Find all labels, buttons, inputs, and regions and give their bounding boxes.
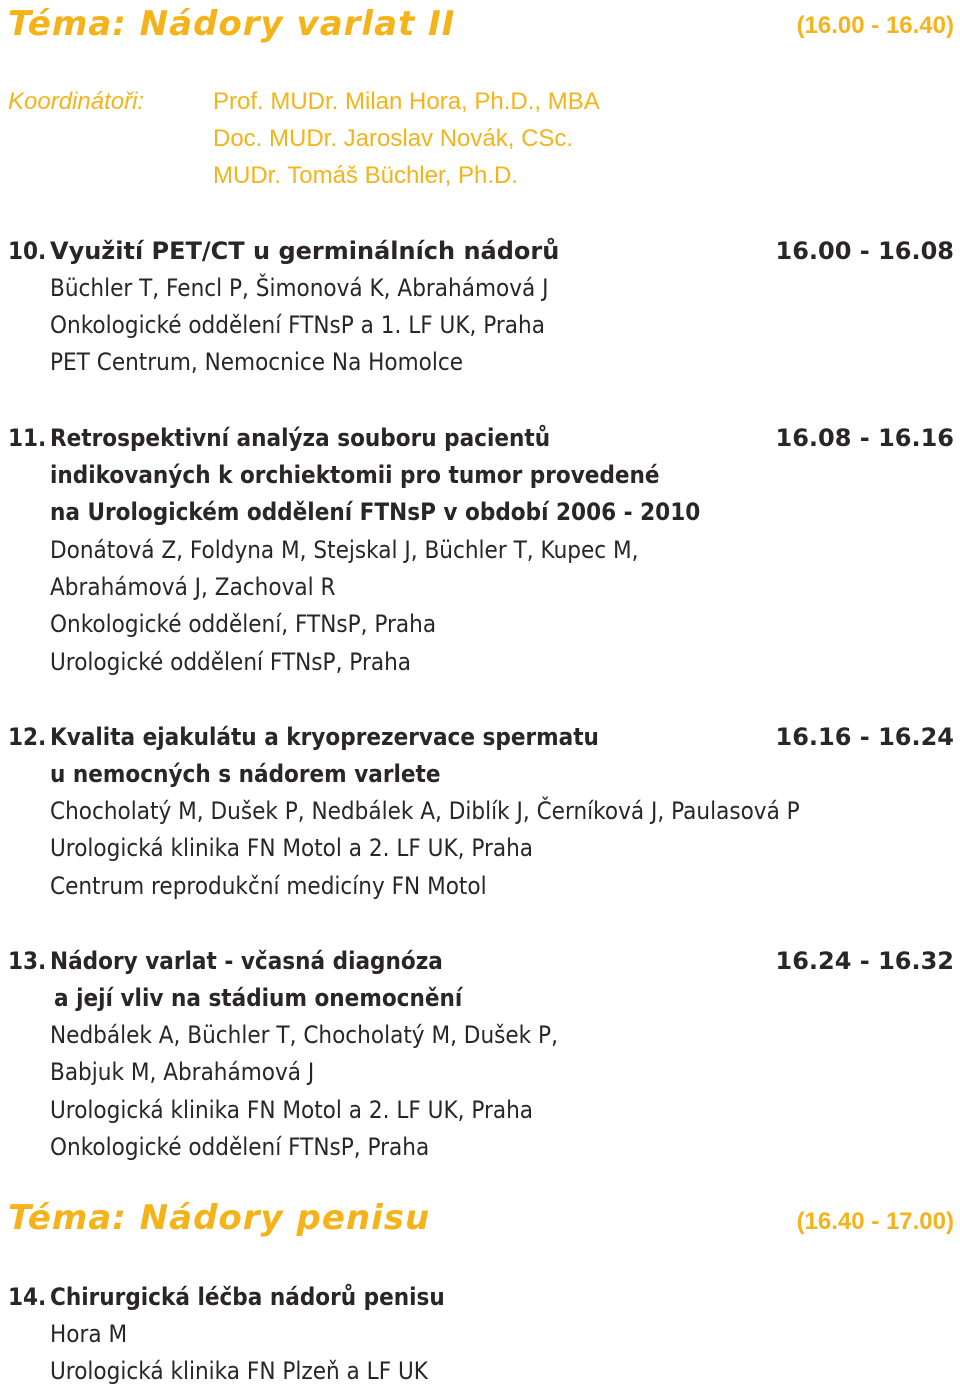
talk-title: Nádory varlat - včasná diagnóza	[50, 947, 443, 975]
talk-title: Chirurgická léčba nádorů penisu	[50, 1283, 445, 1311]
talk-number: 13.	[8, 947, 47, 975]
talk-time: 16.24 - 16.32	[775, 947, 954, 975]
talk-authors: Chocholatý M, Dušek P, Nedbálek A, Diblík J, Černíková J, Paulasová P	[50, 797, 800, 825]
talk-number: 12.	[8, 723, 47, 751]
talk-affiliation: Onkologické oddělení FTNsP a 1. LF UK, Praha	[50, 311, 545, 339]
section-time: (16.40 - 17.00)	[796, 1208, 954, 1235]
talk-title-line: a její vliv na stádium onemocnění	[54, 984, 463, 1012]
talk-authors: Abrahámová J, Zachoval R	[50, 573, 336, 601]
talk-affiliation: Urologická klinika FN Motol a 2. LF UK, Praha	[50, 1096, 534, 1124]
talk-authors: Donátová Z, Foldyna M, Stejskal J, Büchler T, Kupec M,	[50, 536, 639, 564]
talk-affiliation: Onkologické oddělení FTNsP, Praha	[50, 1133, 430, 1161]
talk-title: Kvalita ejakulátu a kryoprezervace spermatu	[50, 723, 599, 751]
coordinator-name: Prof. MUDr. Milan Hora, Ph.D., MBA	[213, 88, 600, 115]
talk-authors: Babjuk M, Abrahámová J	[50, 1058, 315, 1086]
talk-title-line: indikovaných k orchiektomii pro tumor provedené	[50, 461, 660, 489]
coordinators-label: Koordinátoři:	[8, 88, 145, 115]
talk-affiliation: Centrum reprodukční medicíny FN Motol	[50, 872, 487, 900]
section-title: Téma: Nádory penisu	[8, 1198, 431, 1238]
talk-time: 16.08 - 16.16	[775, 424, 954, 452]
section-title: Téma: Nádory varlat II	[8, 4, 456, 44]
talk-authors: Nedbálek A, Büchler T, Chocholatý M, Dušek P,	[50, 1021, 558, 1049]
talk-title: Retrospektivní analýza souboru pacientů	[50, 424, 551, 452]
talk-number: 10.	[8, 237, 47, 265]
talk-affiliation: Onkologické oddělení, FTNsP, Praha	[50, 610, 437, 638]
talk-number: 14.	[8, 1283, 47, 1311]
talk-authors: Büchler T, Fencl P, Šimonová K, Abrahámová J	[50, 274, 549, 302]
talk-title-line: u nemocných s nádorem varlete	[50, 760, 441, 788]
talk-affiliation: Urologická klinika FN Plzeň a LF UK	[50, 1357, 428, 1385]
talk-time: 16.00 - 16.08	[775, 237, 954, 265]
talk-number: 11.	[8, 424, 47, 452]
talk-time: 16.16 - 16.24	[775, 723, 954, 751]
talk-title: Využití PET/CT u germinálních nádorů	[50, 237, 560, 265]
talk-affiliation: Urologické oddělení FTNsP, Praha	[50, 648, 411, 676]
talk-affiliation: Urologická klinika FN Motol a 2. LF UK, Praha	[50, 834, 534, 862]
coordinator-name: Doc. MUDr. Jaroslav Novák, CSc.	[213, 125, 574, 152]
section-time: (16.00 - 16.40)	[796, 12, 954, 39]
talk-title-line: na Urologickém oddělení FTNsP v období 2006 - 2010	[50, 498, 701, 526]
talk-affiliation: PET Centrum, Nemocnice Na Homolce	[50, 348, 464, 376]
coordinator-name: MUDr. Tomáš Büchler, Ph.D.	[213, 162, 518, 189]
talk-authors: Hora M	[50, 1320, 128, 1348]
